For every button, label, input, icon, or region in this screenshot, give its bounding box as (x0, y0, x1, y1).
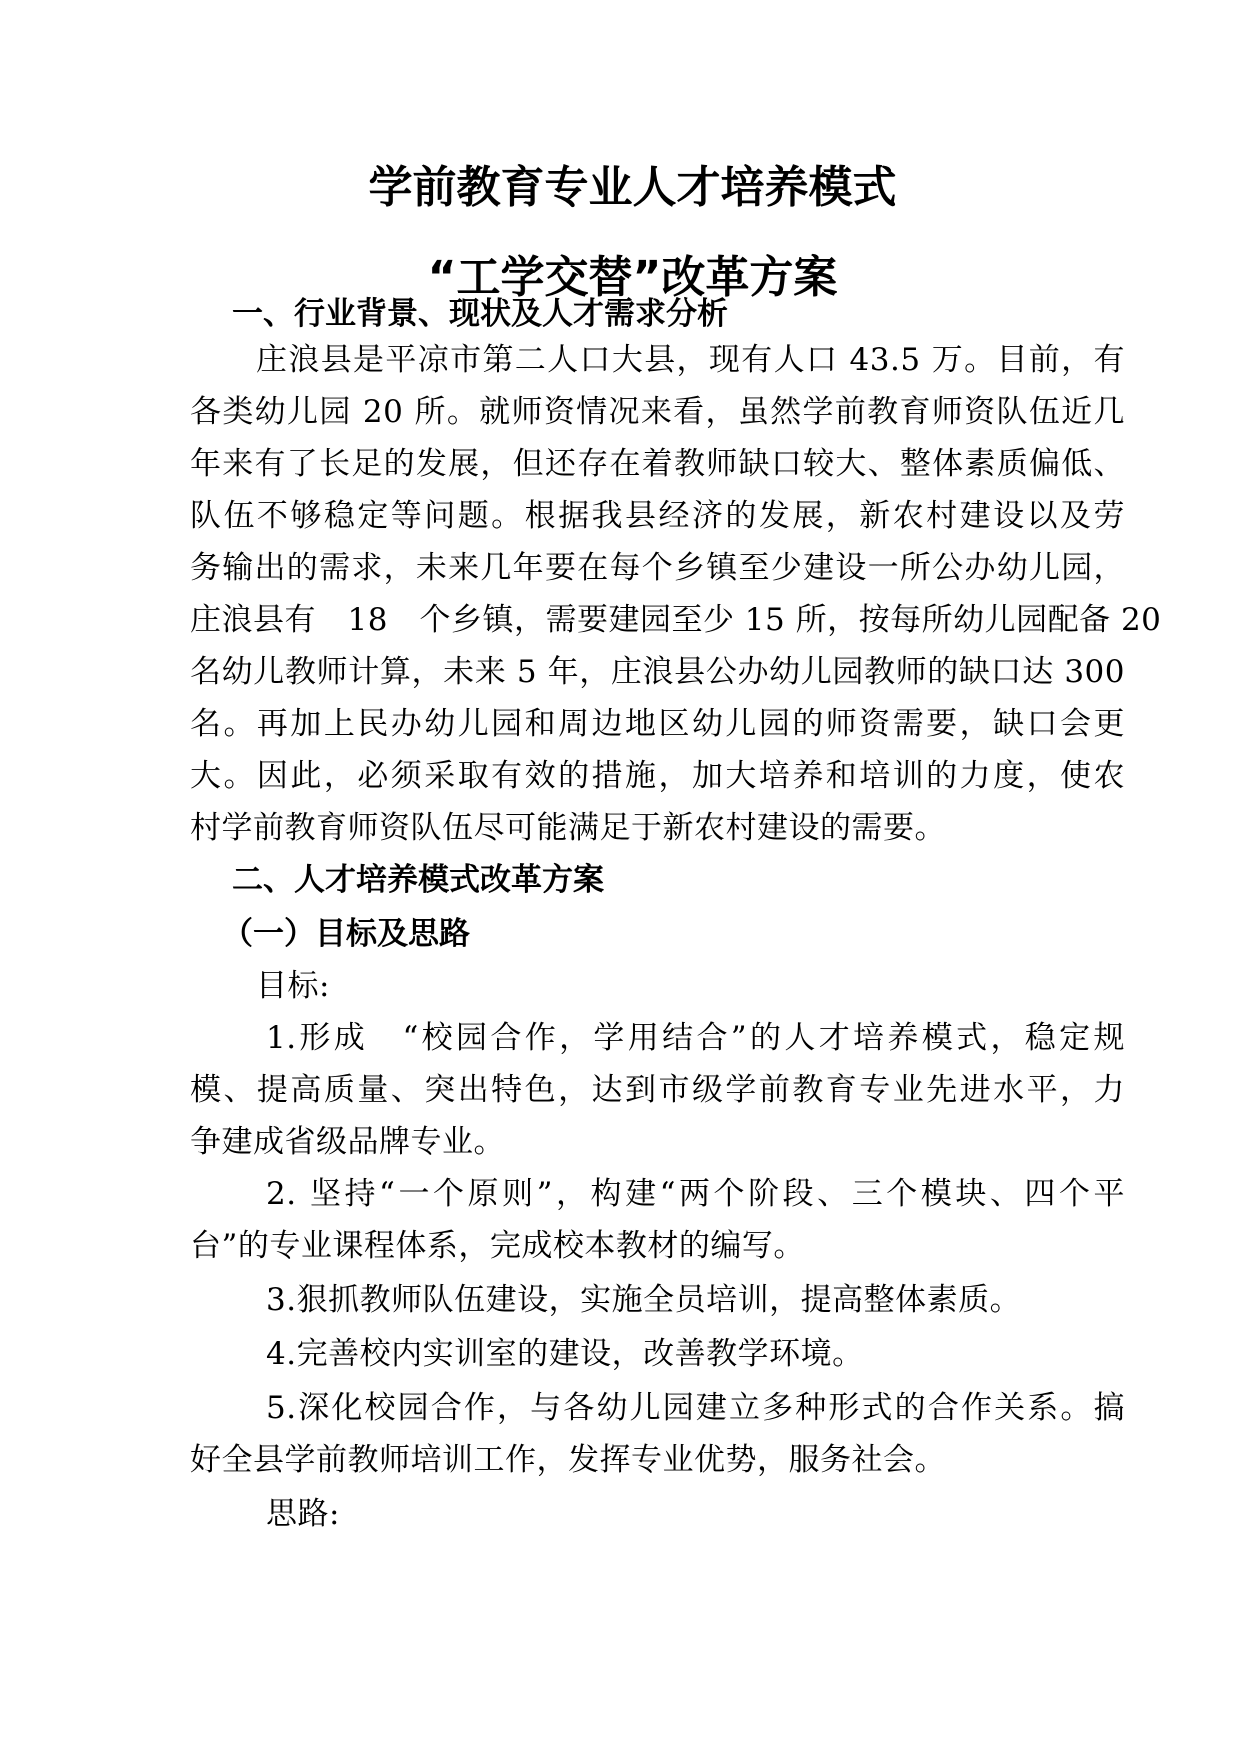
goal-line: 3.狠抓教师队伍建设，实施全员培训，提高整体素质。 (266, 1282, 1022, 1318)
goal-line: 5.深化校园合作，与各幼儿园建立多种形式的合作关系。搞 (266, 1390, 1125, 1426)
paragraph-line: 各类幼儿园 20 所。就师资情况来看，虽然学前教育师资队伍近几 (190, 394, 1125, 430)
thinking-label: 思路: (266, 1496, 340, 1532)
goal-line: 1.形成 “校园合作，学用结合”的人才培养模式，稳定规 (266, 1020, 1125, 1056)
section-1-heading: 一、行业背景、现状及人才需求分析 (232, 296, 728, 332)
paragraph-line: 年来有了长足的发展，但还存在着教师缺口较大、整体素质偏低、 (190, 446, 1125, 482)
goal-line: 台”的专业课程体系，完成校本教材的编写。 (190, 1228, 805, 1264)
paragraph-line: 队伍不够稳定等问题。根据我县经济的发展，新农村建设以及劳 (190, 498, 1125, 534)
goal-line: 争建成省级品牌专业。 (190, 1124, 505, 1160)
paragraph-line: 庄浪县有 18 个乡镇，需要建园至少 15 所，按每所幼儿园配备 20 (190, 602, 1162, 638)
subsection-heading: （一）目标及思路 (222, 916, 470, 952)
paragraph-line: 村学前教育师资队伍尽可能满足于新农村建设的需要。 (190, 810, 946, 846)
goal-line: 好全县学前教师培训工作，发挥专业优势，服务社会。 (190, 1442, 946, 1478)
paragraph-line: 名幼儿教师计算，未来 5 年，庄浪县公办幼儿园教师的缺口达 300 (190, 654, 1125, 690)
section-2-heading: 二、人才培养模式改革方案 (232, 862, 604, 898)
paragraph-line: 大。因此，必须采取有效的措施，加大培养和培训的力度，使农 (190, 758, 1125, 794)
goal-line: 模、提高质量、突出特色，达到市级学前教育专业先进水平，力 (190, 1072, 1125, 1108)
goal-line: 2. 坚持“一个原则”，构建“两个阶段、三个模块、四个平 (266, 1176, 1125, 1212)
goal-label: 目标: (256, 968, 330, 1004)
paragraph-line: 名。再加上民办幼儿园和周边地区幼儿园的师资需要，缺口会更 (190, 706, 1125, 742)
document-title-line-1: 学前教育专业人才培养模式 (368, 162, 897, 213)
document-title-line-2: “工学交替”改革方案 (427, 252, 838, 303)
paragraph-line: 务输出的需求，未来几年要在每个乡镇至少建设一所公办幼儿园， (190, 550, 1125, 586)
paragraph-line: 庄浪县是平凉市第二人口大县，现有人口 43.5 万。目前，有 (256, 342, 1125, 378)
goal-line: 4.完善校内实训室的建设，改善教学环境。 (266, 1336, 864, 1372)
